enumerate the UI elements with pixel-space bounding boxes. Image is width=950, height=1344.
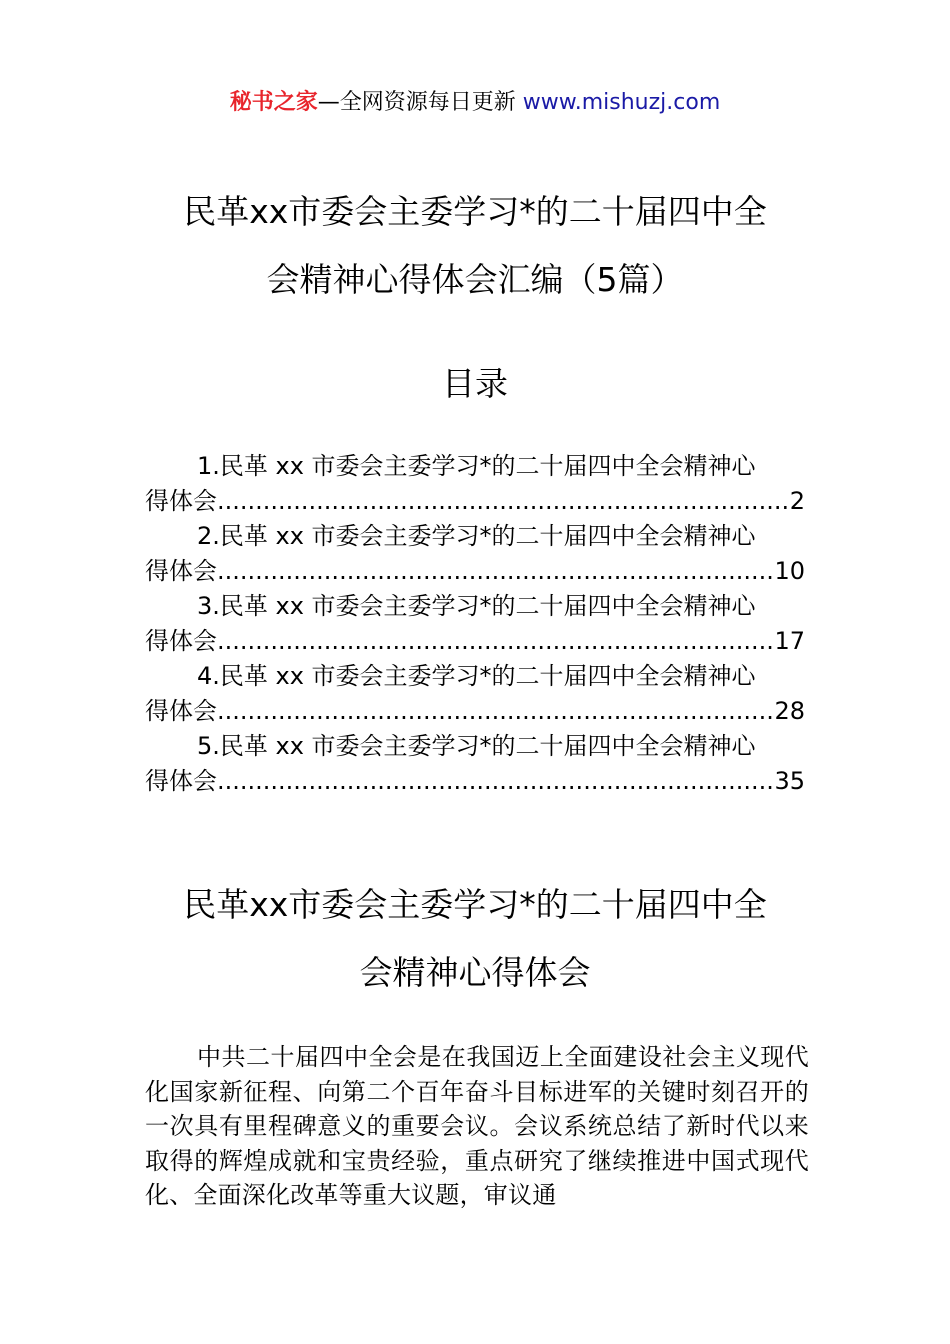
dot-leader [217,624,774,659]
toc-entry-title-tail: 得体会 [145,767,217,795]
toc-entry-1[interactable] [145,449,805,519]
dot-leader [217,694,774,729]
toc-entry-2[interactable] [145,519,805,589]
toc-entry-title-tail: 得体会 [145,627,217,655]
dot-leader [217,764,774,799]
toc-entry-tail [145,484,805,519]
site-banner [0,86,950,120]
toc-entry-3[interactable] [145,589,805,659]
document-title-line-2: 会精神心得体会汇编（5篇） [266,260,684,299]
toc-page-number: 2 [789,487,805,515]
document-title-line-1: 民革xx市委会主委学习*的二十届四中全 [183,192,767,231]
brand-name: 秘书之家 [229,90,318,115]
toc-entry-tail [145,764,805,799]
dot-leader [217,484,790,519]
toc-entry-tail [145,624,805,659]
toc-entry-4[interactable] [145,659,805,729]
toc-heading: 目录 [442,364,508,403]
banner-tagline: —全网资源每日更新 [317,90,523,115]
toc-entry-tail [145,554,805,589]
toc-entry-title: 2.民革 xx 市委会主委学习*的二十届四中全会精神心 [197,522,756,550]
table-of-contents [145,449,805,799]
toc-page-number: 10 [774,557,805,585]
toc-entry-title-tail: 得体会 [145,557,217,585]
toc-page-number: 28 [774,697,805,725]
toc-entry-tail [145,694,805,729]
toc-entry-title: 5.民革 xx 市委会主委学习*的二十届四中全会精神心 [197,732,756,760]
article-title-line-2: 会精神心得体会 [359,953,591,992]
toc-entry-title: 1.民革 xx 市委会主委学习*的二十届四中全会精神心 [197,452,756,480]
article-paragraph: 中共二十届四中全会是在我国迈上全面建设社会主义现代化国家新征程、向第二个百年奋斗目标进军的关键时刻召开的一次具有里程碑意义的重要会议。会议系统总结了新时代以来取得的辉煌成就和宝贵经验，重点研究了继续推进中国式现代化、全面深化改革等重大议题，审议通 [145,1043,809,1209]
toc-entry-5[interactable] [145,729,805,799]
toc-entry-title: 3.民革 xx 市委会主委学习*的二十届四中全会精神心 [197,592,756,620]
toc-entry-title-tail: 得体会 [145,697,217,725]
toc-entry-title-tail: 得体会 [145,487,217,515]
dot-leader [217,554,774,589]
site-url-link[interactable]: www.mishuzj.com [522,90,721,115]
toc-page-number: 35 [774,767,805,795]
toc-entry-title: 4.民革 xx 市委会主委学习*的二十届四中全会精神心 [197,662,756,690]
toc-page-number: 17 [774,627,805,655]
article-title-line-1: 民革xx市委会主委学习*的二十届四中全 [183,885,767,924]
